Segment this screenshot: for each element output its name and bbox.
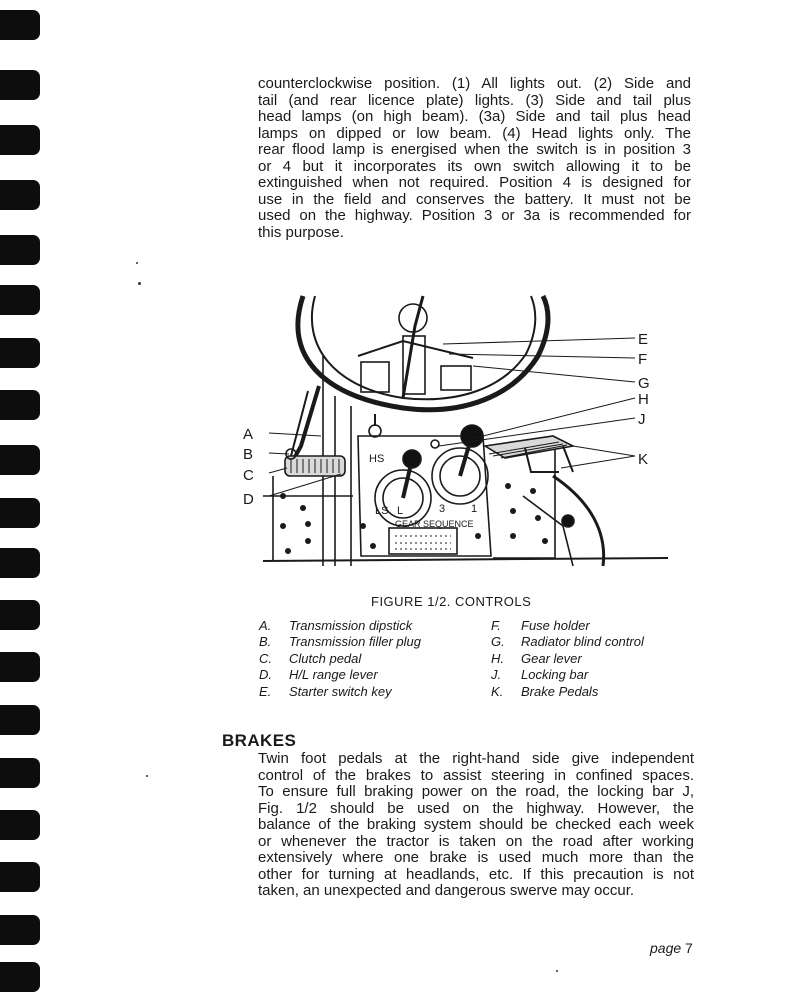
callout-label: K — [638, 451, 649, 468]
text-line: other for turning at headlands, etc. If this precaution is not — [258, 865, 694, 883]
legend-item — [259, 651, 421, 667]
legend-key: C. — [259, 650, 272, 666]
legend-item — [491, 684, 644, 700]
binding-hole — [0, 10, 40, 40]
binding-hole — [0, 390, 40, 420]
legend-item — [259, 618, 421, 634]
legend-key: J. — [491, 667, 502, 683]
callout-label: H — [638, 391, 649, 408]
text-line: To ensure full braking power on the road, the locking bar J, — [258, 783, 694, 800]
text-line: control of the brakes to assist steering in confined spaces. — [258, 766, 694, 784]
legend-key: B. — [259, 634, 272, 650]
figure-legend-left — [259, 618, 421, 700]
binding-hole — [0, 180, 40, 210]
figure-caption: FIGURE 1/2. CONTROLS — [371, 594, 532, 609]
spiral-binding — [0, 0, 46, 1000]
page-number-value: 7 — [685, 940, 693, 956]
legend-item — [491, 667, 644, 683]
gate-label: LS — [375, 505, 389, 517]
legend-text: Gear lever — [521, 650, 582, 666]
legend-item — [491, 634, 644, 650]
legend-item — [491, 651, 644, 667]
intro-paragraph — [258, 76, 691, 241]
gate-label: L — [397, 505, 404, 517]
brakes-paragraph — [258, 751, 694, 900]
legend-text: H/L range lever — [289, 667, 378, 683]
text-line: balance of the braking system should be checked each week — [258, 816, 694, 833]
binding-hole — [0, 125, 40, 155]
controls-illustration — [243, 296, 668, 571]
legend-key: D. — [259, 667, 272, 683]
legend-text: Fuse holder — [521, 618, 590, 633]
legend-key: F. — [491, 618, 501, 633]
text-line: Fig. 1/2 should be used on the highway. However, the — [258, 799, 694, 817]
section-heading-brakes: BRAKES — [222, 731, 297, 750]
gate-label: 1 — [471, 503, 478, 515]
callout-label: A — [243, 426, 254, 443]
text-line: lamps on dipped or low beam. (4) Head lights only. The — [258, 124, 691, 142]
text-line: or 4 but it incorporates its own switch allowing it to be — [258, 157, 691, 175]
binding-hole — [0, 548, 40, 578]
gate-label: HS — [369, 453, 385, 465]
binding-hole — [0, 810, 40, 840]
legend-text: Transmission dipstick — [289, 618, 413, 633]
binding-hole — [0, 962, 40, 992]
scan-speck — [138, 282, 141, 285]
binding-hole — [0, 915, 40, 945]
page-number — [650, 940, 693, 956]
scan-speck — [146, 775, 148, 777]
binding-hole — [0, 445, 40, 475]
binding-hole — [0, 600, 40, 630]
callout-label: D — [243, 491, 254, 508]
binding-hole — [0, 862, 40, 892]
binding-hole — [0, 235, 40, 265]
text-line: rear flood lamp is energised when the switch is in position 3 — [258, 141, 691, 158]
text-line: taken, an unexpected and dangerous swerve may occur. — [258, 882, 635, 899]
callout-label: E — [638, 331, 649, 348]
text-line: this purpose. — [258, 223, 344, 241]
binding-hole — [0, 498, 40, 528]
gear-sequence-plate-title: GEAR SEQUENCE — [395, 519, 474, 529]
binding-hole — [0, 652, 40, 682]
scan-speck — [136, 262, 138, 264]
legend-key: E. — [259, 683, 272, 699]
gate-label: 3 — [439, 503, 446, 515]
binding-hole — [0, 758, 40, 788]
legend-item — [259, 634, 421, 650]
legend-text: Clutch pedal — [289, 650, 362, 666]
text-line: tail (and rear licence plate) lights. (3) Side and tail plus — [258, 91, 691, 109]
text-line: extensively where one brake is used much more than the — [258, 849, 694, 866]
legend-text: Locking bar — [521, 667, 589, 683]
legend-key: H. — [491, 650, 504, 666]
binding-hole — [0, 70, 40, 100]
legend-item — [259, 684, 421, 700]
scan-speck — [556, 970, 558, 972]
text-line: head lamps (on high beam). (3a) Side and tail plus head — [258, 108, 691, 125]
page-label: page — [650, 940, 682, 956]
binding-hole — [0, 285, 40, 315]
text-line: or whenever the tractor is taken on the road after working — [258, 832, 694, 850]
legend-text: Starter switch key — [289, 683, 392, 699]
callout-label: G — [638, 375, 650, 392]
figure-legend-right — [491, 618, 644, 700]
text-line: extinguished when not required. Position 4 is designed for — [258, 174, 691, 191]
callout-label: B — [243, 446, 254, 463]
binding-hole — [0, 338, 40, 368]
legend-text: Radiator blind control — [521, 634, 644, 650]
binding-hole — [0, 705, 40, 735]
legend-item — [491, 618, 644, 634]
legend-key: G. — [491, 634, 505, 650]
controls-figure — [243, 296, 668, 571]
callout-label: J — [638, 411, 646, 428]
legend-key: A. — [259, 618, 272, 633]
text-line: used on the highway. Position 3 or 3a is recommended for — [258, 207, 691, 224]
text-line: counterclockwise position. (1) All lights out. (2) Side and — [258, 75, 691, 92]
legend-key: K. — [491, 683, 504, 699]
callout-label: F — [638, 351, 648, 368]
legend-text: Transmission filler plug — [289, 634, 421, 650]
callout-label: C — [243, 467, 254, 484]
text-line: Twin foot pedals at the right-hand side give independent — [258, 750, 694, 767]
text-line: use in the field and conserves the battery. It must not be — [258, 190, 691, 208]
legend-text: Brake Pedals — [521, 683, 599, 699]
legend-item — [259, 667, 421, 683]
